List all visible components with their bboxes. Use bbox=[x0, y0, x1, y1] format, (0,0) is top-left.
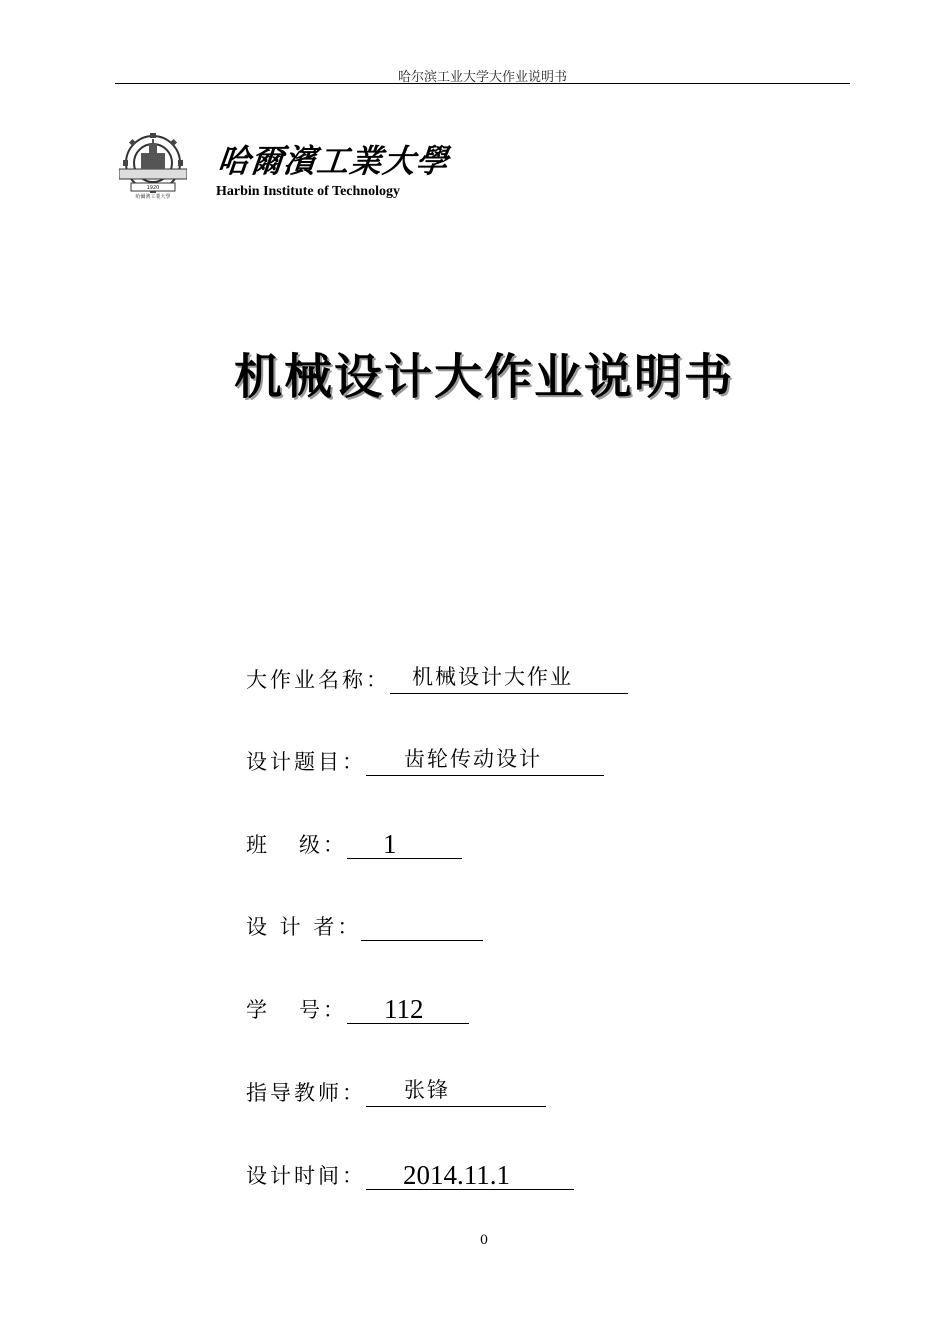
page-header: 哈尔滨工业大学大作业说明书 bbox=[397, 70, 567, 85]
header-divider bbox=[115, 83, 850, 84]
field-advisor bbox=[246, 1073, 546, 1107]
university-logo bbox=[119, 131, 187, 201]
field-class bbox=[246, 825, 462, 859]
field-value-line bbox=[366, 1159, 574, 1190]
field-assignment-name bbox=[246, 660, 628, 694]
field-student-id bbox=[246, 990, 469, 1024]
page-number: 0 bbox=[479, 1233, 489, 1248]
field-label: 设计时间： bbox=[246, 1164, 366, 1188]
field-label: 学 号： bbox=[246, 998, 348, 1022]
school-name-en: Harbin Institute of Technology bbox=[216, 184, 400, 199]
document-title: 机械设计大作业说明书 bbox=[233, 349, 734, 405]
field-value: 112 bbox=[384, 994, 424, 1024]
field-value-line bbox=[347, 828, 462, 859]
field-value: 2014.11.1 bbox=[403, 1160, 510, 1190]
field-label: 指导教师： bbox=[246, 1081, 366, 1105]
field-label: 班 级： bbox=[246, 833, 348, 857]
field-value: 1 bbox=[383, 829, 397, 859]
field-value-line bbox=[361, 910, 483, 941]
field-value-line bbox=[366, 745, 604, 776]
field-value-line bbox=[366, 1076, 546, 1107]
field-value-line bbox=[390, 663, 628, 694]
field-label: 大作业名称： bbox=[246, 668, 390, 692]
field-value: 张锋 bbox=[404, 1078, 450, 1102]
field-design-topic bbox=[246, 742, 604, 776]
field-designer bbox=[246, 907, 483, 941]
field-value: 机械设计大作业 bbox=[412, 665, 573, 689]
field-design-time bbox=[246, 1156, 574, 1190]
logo-school-text: 哈爾濱工業大學 bbox=[135, 194, 171, 200]
field-value-line bbox=[347, 993, 469, 1024]
field-value: 齿轮传动设计 bbox=[404, 747, 542, 771]
school-name-cn: 哈爾濱工業大學 bbox=[215, 142, 451, 180]
field-label: 设计题目： bbox=[246, 750, 366, 774]
field-label: 设 计 者： bbox=[246, 915, 362, 939]
logo-year: 1920 bbox=[146, 185, 160, 191]
